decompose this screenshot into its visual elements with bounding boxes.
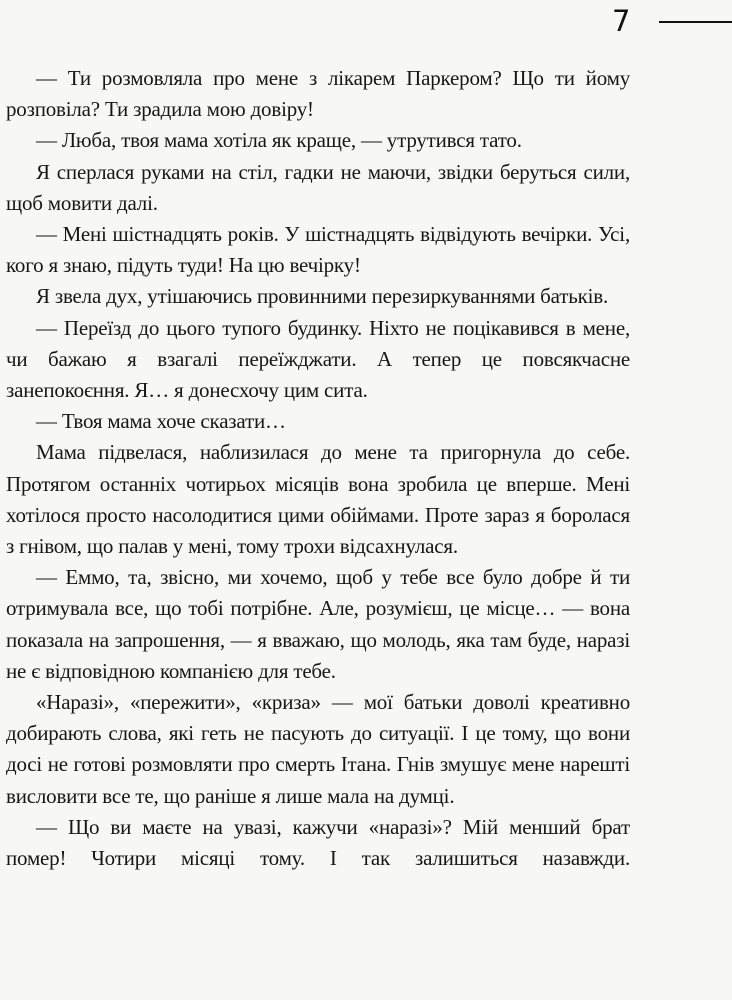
paragraph: — Мені шістнадцять років. У шістнадцять відвідують вечірки. Усі, кого я знаю, підуть туди! На цю вечірку! — [6, 222, 630, 278]
page-number: 7 — [612, 4, 631, 38]
header-rule — [659, 21, 732, 23]
paragraph: Я сперлася руками на стіл, гадки не маючи, звідки беруться сили, щоб мовити далі. — [6, 159, 630, 215]
paragraph: — Твоя мама хоче сказати… — [36, 409, 286, 434]
paragraph: «Наразі», «пережити», «криза» — мої батьки доволі креативно добирають слова, які геть не пасують до ситуації. І це тому, що вони досі не готові розмовляти про смерть Ітана. Гнів змушує мене нарешті висловити все те, що раніше я лише мала на думці. — [6, 690, 630, 808]
paragraph: Я звела дух, утішаючись провинними перезиркуваннями батьків. — [36, 284, 608, 309]
body-text — [6, 63, 630, 874]
paragraph: — Що ви маєте на увазі, кажучи «наразі»? Мій менший брат помер! Чотири місяці тому. І так залишиться назавжди. — [6, 814, 630, 871]
page-header — [0, 0, 732, 50]
paragraph: — Люба, твоя мама хотіла як краще, — утрутився тато. — [36, 128, 522, 153]
paragraph: — Ти розмовляла про мене з лікарем Паркером? Що ти йому розповіла? Ти зрадила мою довіру! — [6, 66, 630, 122]
paragraph: Мама підвелася, наблизилася до мене та пригорнула до себе. Протягом останніх чотирьох місяців вона зробила це вперше. Мені хотілося просто насолодитися цими обіймами. Проте зараз я боролася з гнівом, що палав у мені, тому трохи відсахнулася. — [6, 440, 630, 559]
paragraph: — Переїзд до цього тупого будинку. Ніхто не поцікавився в мене, чи бажаю я взагалі переїжджати. А тепер це повсякчасне занепокоєння. Я… я донесхочу цим сита. — [6, 315, 630, 403]
paragraph: — Еммо, та, звісно, ми хочемо, щоб у тебе все було добре й ти отримувала все, що тобі потрібне. Але, розумієш, це місце… — вона показала на запрошення, — я вважаю, що молодь, яка там буде, наразі не є відповідною компанією для тебе. — [6, 565, 630, 683]
